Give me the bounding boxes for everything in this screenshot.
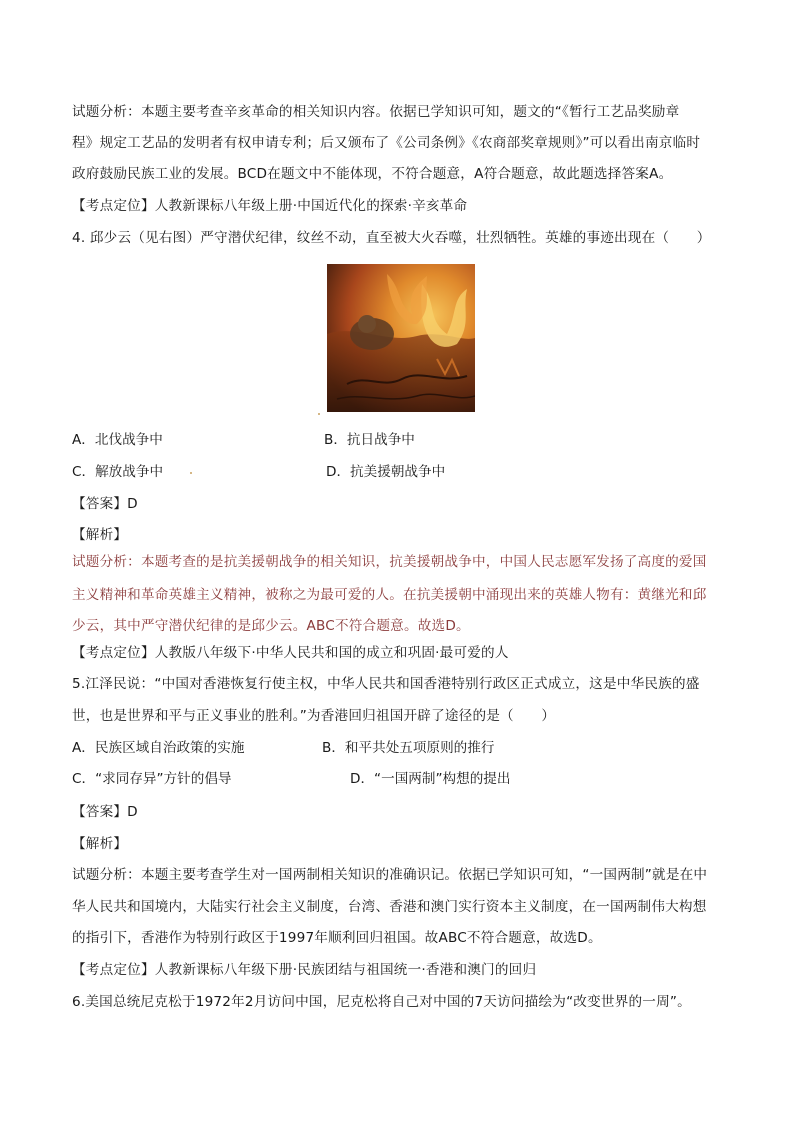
- q4-option-c: C．解放战争中: [72, 464, 164, 480]
- q5-option-a: A．民族区域自治政策的实施: [72, 740, 245, 756]
- q5-analysis-line-2: 华人民共和国境内，大陆实行社会主义制度，台湾、香港和澳门实行资本主义制度，在一国两制伟大构想: [72, 899, 707, 915]
- q5-jiexi-heading: 【解析】: [72, 836, 128, 852]
- q5-option-c: C．“求同存异”方针的倡导: [72, 771, 232, 787]
- q4-kaodian: 【考点定位】人教版八年级下·中华人民共和国的成立和巩固·最可爱的人: [72, 645, 509, 661]
- q5-analysis-line-1: 试题分析：本题主要考查学生对一国两制相关知识的准确识记。依据已学知识可知，“一国两制”就是在中: [72, 867, 708, 883]
- q4-analysis-line-1: 试题分析：本题考查的是抗美援朝战争的相关知识，抗美援朝战争中，中国人民志愿军发扬了高度的爱国: [72, 554, 707, 570]
- q3-analysis-line-3: 政府鼓励民族工业的发展。BCD在题文中不能体现，不符合题意，A符合题意，故此题选择答案A。: [72, 166, 673, 182]
- q5-analysis-line-3: 的指引下，香港作为特别行政区于1997年顺利回归祖国。故ABC不符合题意，故选D。: [72, 930, 602, 946]
- q4-analysis-line-2: 主义精神和革命英雄主义精神，被称之为最可爱的人。在抗美援朝中涌现出来的英雄人物有：黄继光和邱: [72, 587, 707, 603]
- q5-option-d: D．“一国两制”构想的提出: [350, 771, 511, 787]
- q5-answer: 【答案】D: [72, 804, 138, 820]
- q4-option-a: A．北伐战争中: [72, 432, 163, 448]
- q3-kaodian: 【考点定位】人教新课标八年级上册·中国近代化的探索·辛亥革命: [72, 198, 468, 214]
- q6-stem: 6.美国总统尼克松于1972年2月访问中国，尼克松将自己对中国的7天访问描绘为“改变世界的一周”。: [72, 994, 691, 1010]
- q5-option-b: B．和平共处五项原则的推行: [322, 740, 495, 756]
- fire-painting-image: [327, 264, 475, 412]
- q4-stem: 4. 邱少云（见右图）严守潜伏纪律，纹丝不动，直至被大火吞噬，壮烈牺牲。英雄的事迹出现在（ ）: [72, 230, 711, 246]
- q4-analysis-line-3: 少云，其中严守潜伏纪律的是邱少云。ABC不符合题意。故选D。: [72, 618, 470, 634]
- q4-option-d: D．抗美援朝战争中: [326, 464, 446, 480]
- q5-stem-line-2: 世，也是世界和平与正义事业的胜利。”为香港回归祖国开辟了途径的是（ ）: [72, 708, 556, 724]
- q5-kaodian: 【考点定位】人教新课标八年级下册·民族团结与祖国统一·香港和澳门的回归: [72, 962, 537, 978]
- q4-jiexi-heading: 【解析】: [72, 527, 128, 543]
- q3-analysis-line-2: 程》规定工艺品的发明者有权申请专利；后又颁布了《公司条例》《农商部奖章规则》”可以看出南京临时: [72, 135, 701, 151]
- q4-answer: 【答案】D: [72, 496, 138, 512]
- speck-mark: [190, 472, 192, 474]
- qiu-shaoyun-photo: [327, 264, 475, 412]
- q5-stem-line-1: 5.江泽民说：“中国对香港恢复行使主权，中华人民共和国香港特别行政区正式成立，这是中华民族的盛: [72, 676, 700, 692]
- speck-mark: [318, 413, 320, 415]
- q4-option-b: B．抗日战争中: [324, 432, 415, 448]
- q3-analysis-line-1: 试题分析：本题主要考查辛亥革命的相关知识内容。依据已学知识可知，题文的“《暂行工艺品奖励章: [72, 104, 680, 120]
